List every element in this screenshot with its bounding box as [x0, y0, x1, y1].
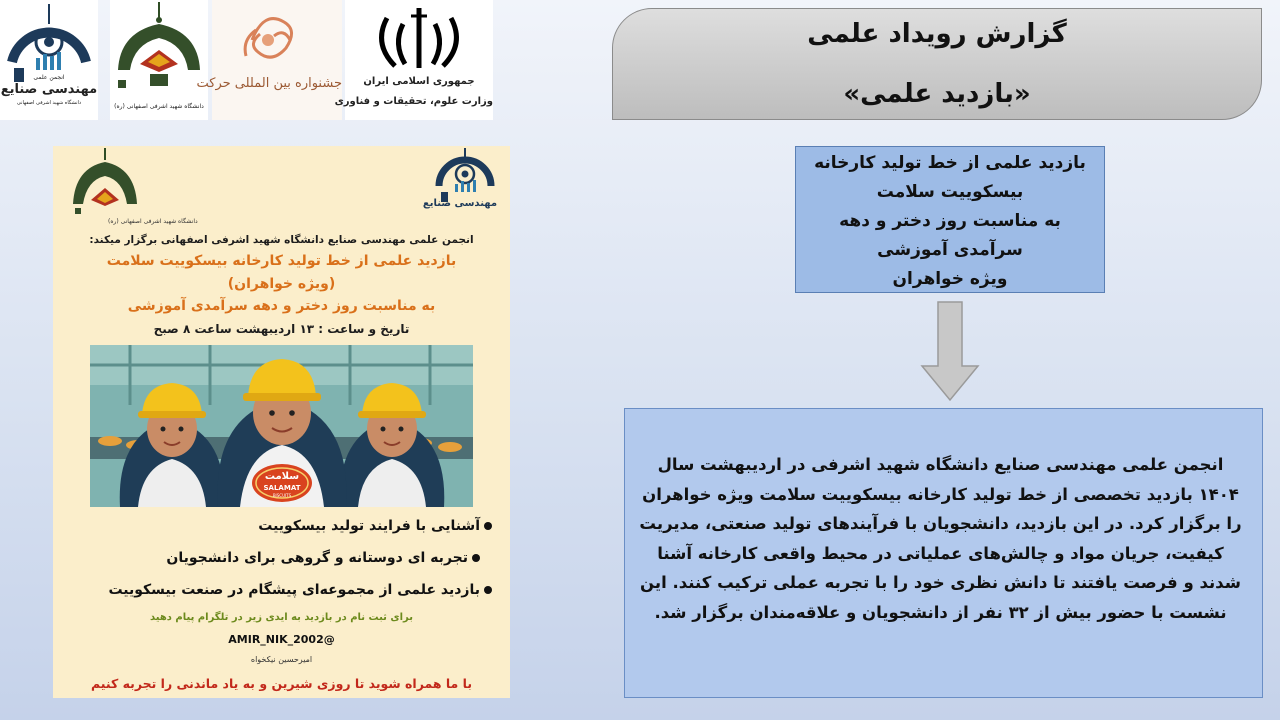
brand-sub: BISCUITS [272, 493, 292, 498]
sanaye-caption-main: مهندسی صنایع [0, 82, 98, 97]
university-caption: دانشگاه شهید اشرفی اصفهانی (ره) [114, 103, 204, 110]
poster-occasion-line: به مناسبت روز دختر و دهه سرآمدی آموزشی [127, 298, 436, 314]
sanaye-caption-top: انجمن علمی [33, 74, 65, 81]
report-subtitle: «بازدید علمی» [843, 79, 1031, 109]
poster-bullet-item [258, 518, 492, 534]
poster-headline-sub: (ویژه خواهران) [227, 276, 336, 292]
poster-university-caption: دانشگاه شهید اشرفی اصفهانی (ره) [108, 218, 198, 225]
poster-telegram-id: @AMIR_NIK_2002 [228, 633, 335, 646]
poster-bullet-text: تجربه ای دوستانه و گروهی برای دانشجویان [166, 550, 468, 566]
poster-footer-slogan: با ما همراه شوید تا روزی شیرین و به یاد ماندنی را تجربه کنیم [90, 676, 473, 691]
poster-contact-name: امیرحسین نیکخواه [250, 655, 313, 664]
summary-line: سرآمدی آموزشی [877, 240, 1023, 260]
poster-organizer-line: انجمن علمی مهندسی صنایع دانشگاه شهید اشرفی اصفهانی برگزار میکند: [89, 234, 474, 246]
event-summary-box [795, 146, 1105, 293]
poster-university-logo-icon [73, 148, 137, 214]
summary-line: ویژه خواهران [892, 269, 1008, 289]
brand-en: SALAMAT [263, 484, 301, 492]
summary-line: به مناسبت روز دختر و دهه [839, 211, 1061, 231]
ministry-logo [334, 0, 493, 120]
ministry-caption-1: جمهوری اسلامی ایران [363, 76, 475, 87]
event-poster [53, 146, 510, 698]
factory-workers-illustration [90, 345, 473, 507]
summary-line: بیسکوییت سلامت [876, 182, 1024, 202]
sanaye-logo [0, 0, 98, 120]
sanaye-caption-sub: دانشگاه شهید اشرفی اصفهانی [16, 100, 82, 106]
report-description: انجمن علمی مهندسی صنایع دانشگاه شهید اشرفی در اردیبهشت سال ۱۴۰۴ بازدید تخصصی از خط تولید کارخانه بیسکوییت سلامت ویژه خواهران را برگزار کرد. در این بازدید، دانشجویان با فرآیندهای تولید صنعتی، مدیریت کیفیت، جریان مواد و چالش‌های عملیاتی در محیط واقعی کارخانه آشنا شدند و فرصت یافتند تا دانش نظری خود را با تجربه عملی ترکیب کنند. این نشست با حضور بیش از ۳۲ نفر از دانشجویان و علاقه‌مندان برگزار شد. [639, 455, 1242, 622]
poster-headline: بازدید علمی از خط تولید کارخانه بیسکوییت سلامت [106, 253, 457, 269]
poster-bullet-item [108, 582, 492, 598]
down-arrow-icon [922, 302, 978, 400]
festival-caption: جشنواره بین المللی حرکت [196, 76, 342, 91]
report-title-banner [612, 8, 1262, 120]
poster-bullet-text: بازدید علمی از مجموعه‌ای پیشگام در صنعت بیسکوییت [108, 582, 480, 598]
summary-line: بازدید علمی از خط تولید کارخانه [814, 153, 1086, 173]
poster-sanaye-caption: مهندسی صنایع [422, 198, 498, 209]
bullet-dot-icon [472, 554, 480, 562]
bullet-dot-icon [484, 522, 492, 530]
festival-logo [196, 0, 342, 120]
brand-fa: سلامت [264, 471, 300, 482]
report-title: گزارش رویداد علمی [807, 19, 1067, 49]
bullet-dot-icon [484, 586, 492, 594]
ministry-caption-2: وزارت علوم، تحقیقات و فناوری [334, 96, 493, 107]
poster-bullet-item [166, 550, 480, 566]
poster-sanaye-logo-icon [439, 148, 491, 202]
university-logo [110, 0, 208, 120]
university-dome-emblem [110, 0, 208, 120]
poster-date-line: تاریخ و ساعت : ۱۳ اردیبهشت ساعت ۸ صبح [153, 322, 410, 336]
poster-register-note: برای ثبت نام در بازدید به ایدی زیر در تلگرام پیام دهید [150, 612, 413, 623]
poster-bullet-text: آشنایی با فرایند تولید بیسکوییت [258, 518, 480, 534]
report-description-box [624, 408, 1263, 698]
festival-ornament-emblem [196, 0, 342, 120]
